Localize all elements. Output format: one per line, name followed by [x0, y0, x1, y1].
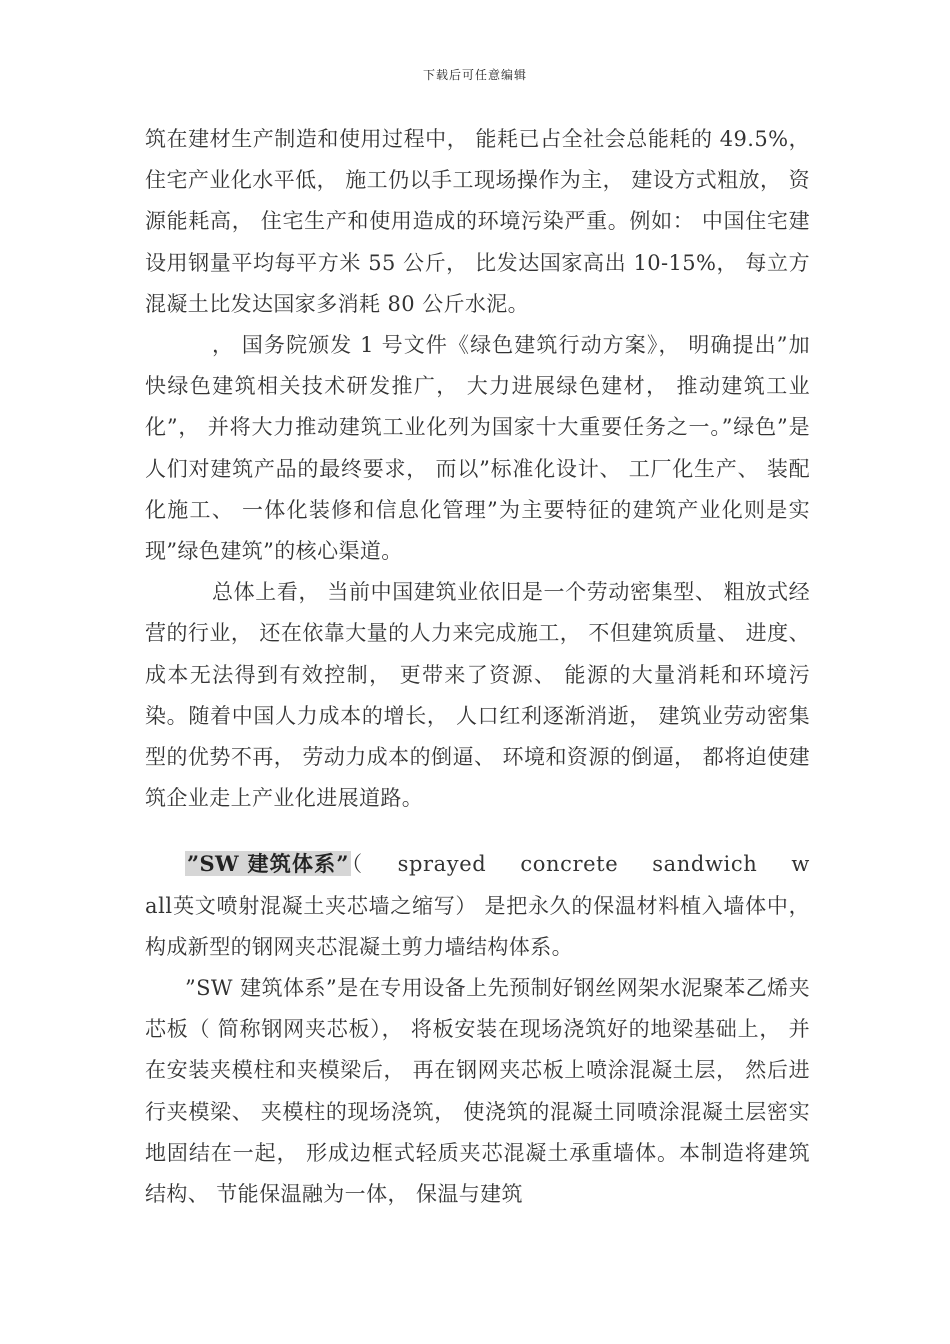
page-header: 下载后可任意编辑	[422, 68, 527, 82]
sw-definition-text: 英文喷射混凝土夹芯墙之缩写） 是把永久的保温材料植入墙体中， 构成新型的钢网夹芯混凝土剪力墙结构体系。	[145, 893, 810, 959]
paragraph-green-building-plan: ， 国务院颁发 1 号文件《绿色建筑行动方案》， 明确提出”加快绿色建筑相关技术研发推广， 大力进展绿色建材， 推动建筑工业化”， 并将大力推动建筑工业化列为国家十大重要任务之一。”绿色”是人们对建筑产品的最终要求， 而以”标准化设计、 工厂化生产、 装配化施工、 一体化装修和信息化管理”为主要特征的建筑产业化则是实现”绿色建筑”的核心渠道。	[145, 333, 810, 564]
sw-english-term: （ sprayed concrete sandwich wall	[145, 852, 810, 918]
paragraph-sw-system-process: ”SW 建筑体系”是在专用设备上先预制好钢丝网架水泥聚苯乙烯夹芯板（ 简称钢网夹芯板）， 将板安装在现场浇筑好的地梁基础上， 并在安装夹模柱和夹模梁后， 再在钢网夹芯板上喷涂混凝土层， 然后进行夹模梁、 夹模柱的现场浇筑， 使浇筑的混凝土同喷涂混凝土层密实地固结在一起， 形成边框式轻质夹芯混凝土承重墙体。本制造将建筑结构、 节能保温融为一体， 保温与建筑	[145, 976, 810, 1207]
paragraph-sw-system-definition	[145, 843, 810, 968]
sw-system-heading: ”SW 建筑体系”	[187, 851, 349, 877]
document-body	[145, 119, 810, 1215]
paragraph-energy-consumption: 筑在建材生产制造和使用过程中， 能耗已占全社会总能耗的 49.5%， 住宅产业化水平低， 施工仍以手工现场操作为主， 建设方式粗放， 资源能耗高， 住宅生产和使用造成的环境污染严重。例如： 中国住宅建设用钢量平均每平方米 55 公斤， 比发达国家高出 10-15%， 每立方混凝土比发达国家多消耗 80 公斤水泥。	[145, 127, 810, 316]
paragraph-spacer	[145, 819, 810, 843]
paragraph-industry-overview: 总体上看， 当前中国建筑业依旧是一个劳动密集型、 粗放式经营的行业， 还在依靠大量的人力来完成施工， 不但建筑质量、 进度、 成本无法得到有效控制， 更带来了资源、 能源的大量消耗和环境污染。随着中国人力成本的增长， 人口红利逐渐消逝， 建筑业劳动密集型的优势不再， 劳动力成本的倒逼、 环境和资源的倒逼， 都将迫使建筑企业走上产业化进展道路。	[145, 580, 810, 811]
